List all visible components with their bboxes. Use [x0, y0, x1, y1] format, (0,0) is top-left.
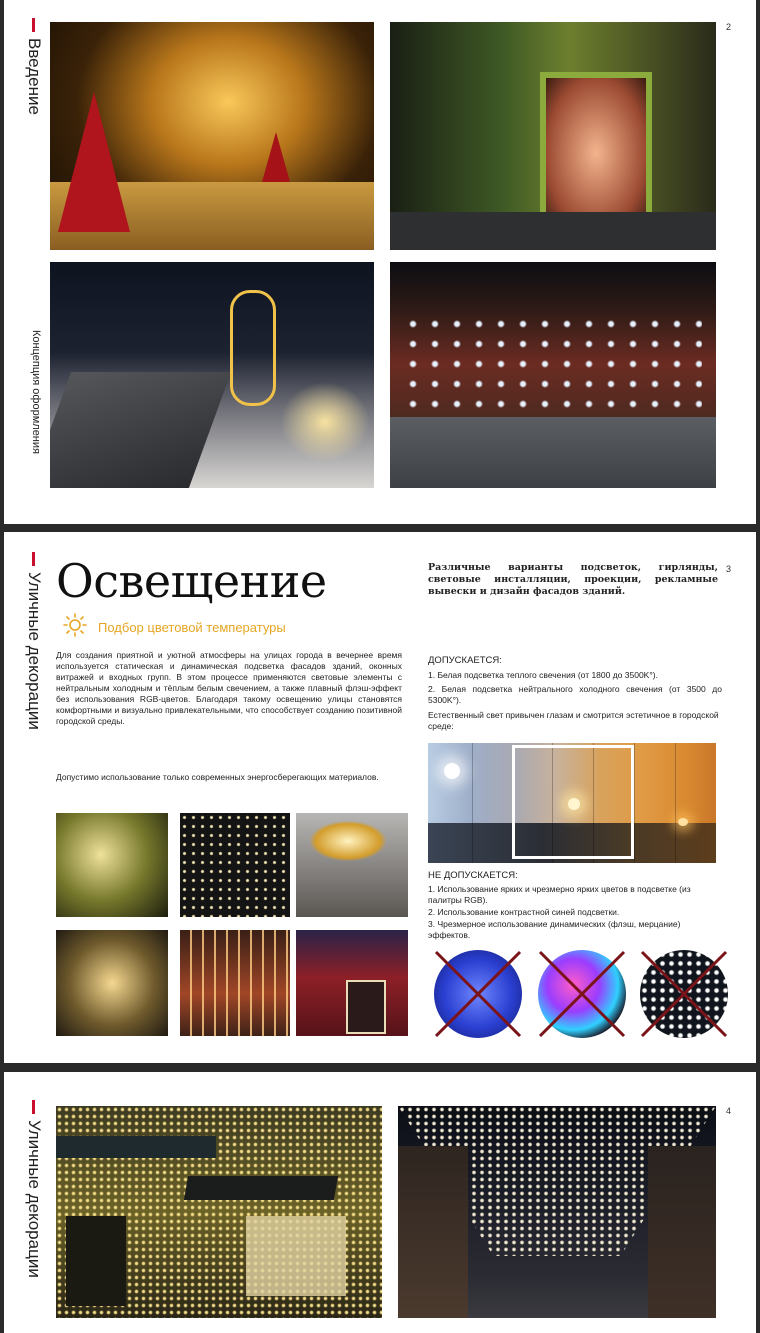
red-marker: [32, 1100, 35, 1114]
page-number: 2: [726, 22, 732, 32]
denied-item-3: 3. Чрезмерное использование динамических (флэш, мерцание) эффектов.: [428, 919, 681, 940]
storefront-garland-photo: [390, 22, 716, 250]
icicle-lights-photo: [180, 930, 290, 1036]
page-subtitle: Подбор цветовой температуры: [98, 620, 286, 635]
red-marker: [32, 18, 35, 32]
warm-trees-photo: [56, 813, 168, 917]
page-title: Освещение: [56, 554, 327, 608]
page-lighting: [4, 532, 756, 1063]
section-label-text: Уличные декорации: [25, 1120, 44, 1278]
section-label-intro: [24, 18, 44, 115]
denied-item-1: 1. Использование ярких и чрезмерно ярких цветов в подсветке (из палитры RGB).: [428, 884, 691, 905]
cross-icon: [532, 944, 632, 1044]
intro-paragraph: Для создания приятной и уютной атмосферы на улицах города в вечернее время используется статическая и динамическая подсветка фасадов зданий, оконных витражей и входных групп. В этом процессе применяются световые элементы с нейтральным холодным и тёплым белым свечением, а также плавный флэш-эффект без использования RGB-цветов. Благодаря такому освещению улицы становятся комфортными и визуально привлекательными, что способствует созданию позитивной городской среды.: [56, 650, 402, 726]
color-temperature-photo: [428, 743, 716, 863]
tree-avenue-photo: [50, 22, 374, 250]
cafe-facade-photo: [56, 1106, 382, 1318]
light-canopy-street-photo: [398, 1106, 716, 1318]
string-lights-photo: [180, 813, 290, 917]
red-marker: [32, 552, 35, 566]
right-heading: Различные варианты подсветок, гирлянды, световые инсталляции, проекции, рекламные вывески и дизайн фасадов зданий.: [428, 562, 718, 597]
page-number: 4: [726, 1106, 732, 1116]
palace-snowflakes-photo: [390, 262, 716, 488]
page-number: 3: [726, 564, 732, 574]
concept-label-text: Концепция оформления: [30, 330, 42, 454]
allowed-item-2: 2. Белая подсветка нейтрального холодного свечения (от 3500 до 5300K°).: [428, 684, 722, 705]
allowed-item-1: 1. Белая подсветка теплого свечения (от 1800 до 3500K°).: [428, 670, 658, 680]
concept-label: [30, 330, 42, 454]
red-facade-photo: [296, 930, 408, 1036]
allowed-title: ДОПУСКАЕТСЯ:: [428, 655, 502, 666]
glowing-balls-photo: [56, 930, 168, 1036]
section-label-street-decor: [24, 552, 44, 730]
section-label-text: Введение: [25, 38, 44, 115]
allowed-item-3: Естественный свет привычен глазам и смотрится эстетичное в городской среде:: [428, 710, 719, 731]
lightbulb-icon: [62, 612, 88, 638]
section-label-text: Уличные декорации: [25, 572, 44, 730]
snowy-street-photo: [50, 262, 374, 488]
cross-icon: [634, 944, 734, 1044]
denied-title: НЕ ДОПУСКАЕТСЯ:: [428, 870, 518, 881]
page-intro: [4, 0, 756, 524]
denied-item-2: 2. Использование контрастной синей подсветки.: [428, 907, 620, 917]
cross-icon: [428, 944, 528, 1044]
section-label-street-decor: [24, 1100, 44, 1278]
selection-frame: [512, 745, 634, 859]
coiled-garland-photo: [296, 813, 408, 917]
page-street-decor: [4, 1072, 756, 1333]
materials-paragraph: Допустимо использование только современных энергосберегающих материалов.: [56, 772, 379, 782]
